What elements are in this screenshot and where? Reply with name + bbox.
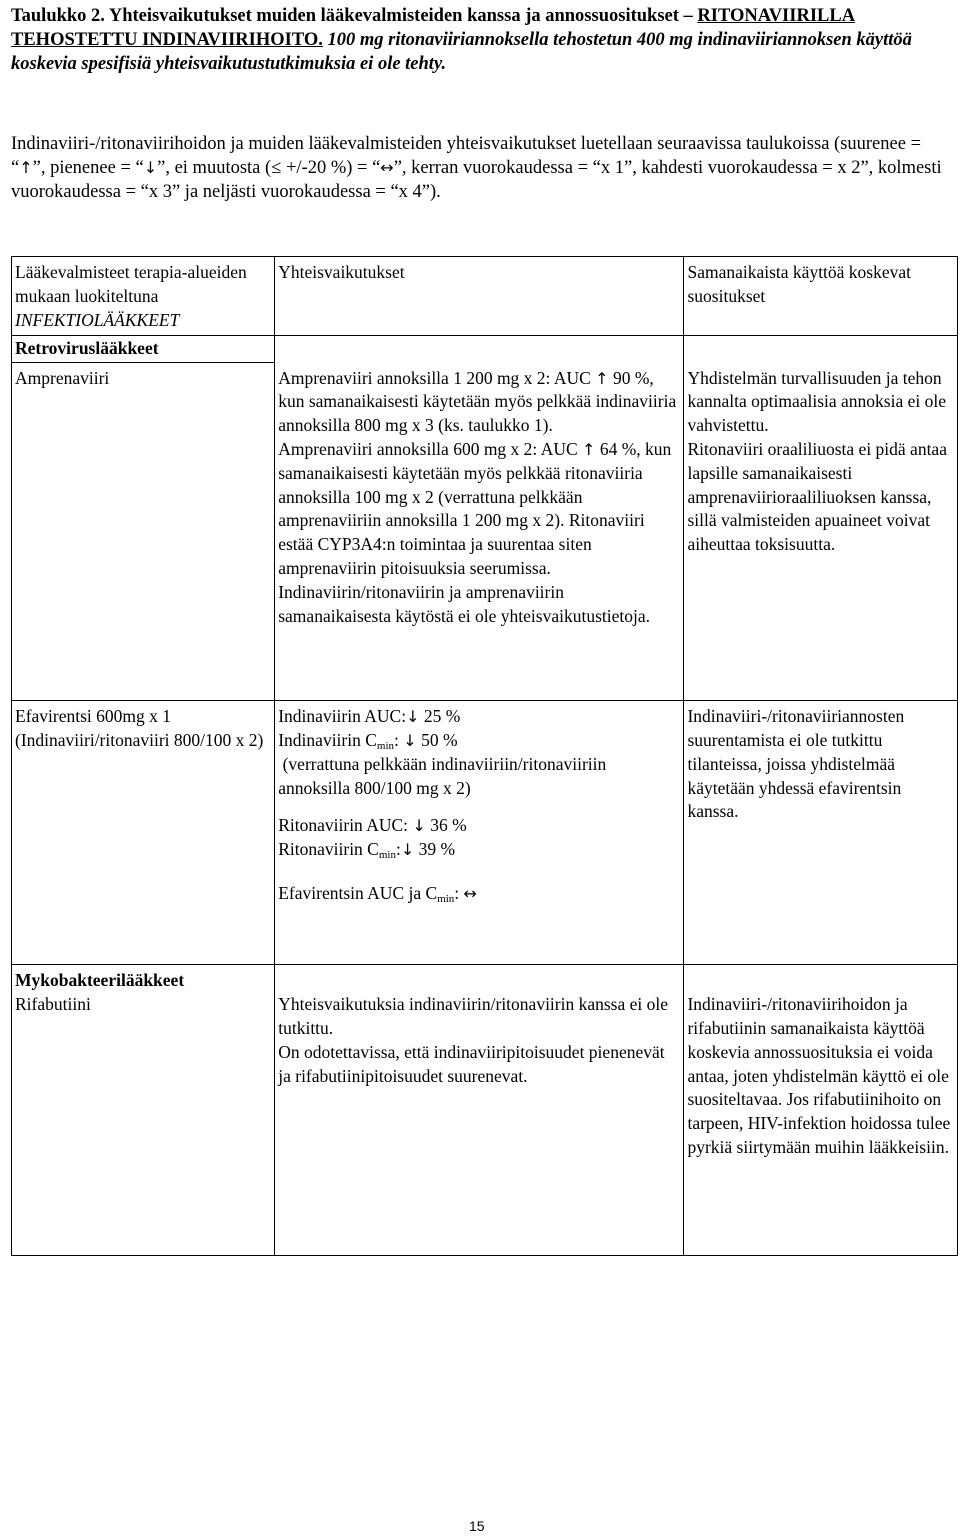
efa-auc	[278, 705, 680, 729]
arrow-both-icon: ↔	[380, 158, 394, 177]
rit-auc	[278, 814, 680, 838]
amp-rec-2: Ritonaviiri oraaliliuosta ei pidä antaa lapsille samanaikaisesti amprenaviirioraaliliuoksen kanssa, sillä valmisteiden apuaineet voivat aiheuttaa toksisuutta.	[687, 439, 947, 555]
amprenaviiri-interaction-1	[278, 367, 680, 438]
rit-cmin	[278, 838, 680, 862]
amp-i1a: Amprenaviiri annoksilla 1 200 mg x 2: AUC	[278, 367, 596, 388]
recommendation-rifabutiini: Indinaviiri-/ritonaviirihoidon ja rifabutiinin samanaikaista käyttöä koskevia annossuosituksia ei voida antaa, joten yhdistelmän käyttö ei ole suositeltavaa. Jos rifabutiinihoito on tarpeen, HIV-infektion hoidossa tulee pyrkiä siirtymään muihin lääkkeisiin.	[684, 965, 958, 1256]
efa-auc-cmin	[278, 882, 680, 906]
efa-cmin-colon: :	[394, 729, 404, 750]
arrow-down-icon: ↓	[412, 816, 426, 836]
efa-cmin-val: 50 %	[416, 729, 458, 750]
intro-text-3: ”, ei muutosta (≤ +/-20 %) = “	[157, 158, 381, 178]
intro-text-2: ”, pienenee = “	[32, 158, 144, 178]
caption-title: Taulukko 2. Yhteisvaikutukset muiden lääkevalmisteiden kanssa ja annossuositukset –	[11, 6, 698, 26]
spacer	[278, 800, 680, 814]
section-retro-empty-2	[275, 336, 684, 363]
efa-compare: (verrattuna pelkkään indinaviiriin/ritonaviiriin annoksilla 800/100 mg x 2)	[278, 753, 611, 798]
efa-label: Efavirentsin AUC ja C	[278, 882, 438, 903]
efa-auc-label: Indinaviirin AUC:	[278, 706, 407, 727]
rit-cmin-sub: min	[378, 849, 396, 862]
section-infektio: INFEKTIOLÄÄKKEET	[15, 309, 180, 330]
caption-note: 100 mg ritonaviiriannoksella tehostetun 400 mg indinaviiriannoksen käyttöä koskevia spesifisiä yhteisvaikutustutkimuksia ei ole tehty.	[11, 30, 912, 74]
arrow-up-icon: ↑	[19, 158, 33, 177]
table-row	[12, 965, 958, 1256]
interaction-amprenaviiri	[275, 363, 684, 701]
drug-efavirentsi: Efavirentsi 600mg x 1 (Indinaviiri/ritonaviiri 800/100 x 2)	[12, 701, 275, 965]
efa-cmin-label: Indinaviirin C	[278, 729, 377, 750]
section-myko: Mykobakteerilääkkeet	[15, 970, 185, 991]
table-row	[12, 701, 958, 965]
section-retro-empty-3	[684, 336, 958, 363]
drug-rifabutiini	[12, 965, 275, 1256]
table-row	[12, 363, 958, 701]
recommendation-efavirentsi: Indinaviiri-/ritonaviiriannosten suurentamista ei ole tutkittu tilanteissa, joissa yhdistelmää käytetään yhdessä efavirentsin kanssa.	[684, 701, 958, 965]
spacer	[278, 862, 680, 882]
interaction-table	[11, 256, 958, 1256]
amprenaviiri-interaction-2	[278, 438, 680, 581]
amp-rec-1: Yhdistelmän turvallisuuden ja tehon kannalta optimaalisia annoksia ei ole vahvistettu.	[687, 367, 946, 436]
arrow-up-icon: ↑	[582, 440, 596, 460]
rifa-interaction-2: On odotettavissa, että indinaviiripitoisuudet pienenevät ja rifabutiinipitoisuudet suurenevat.	[278, 1041, 665, 1086]
drug-rifabutiini-label: Rifabutiini	[15, 993, 91, 1014]
efa-cmin	[278, 729, 680, 753]
rit-auc-val: 36 %	[425, 815, 467, 836]
header-col1	[12, 257, 275, 336]
rit-cmin-val: 39 %	[414, 839, 456, 860]
table-caption	[11, 4, 951, 76]
amp-i2a: Amprenaviiri annoksilla 600 mg x 2: AUC	[278, 439, 583, 460]
rifa-interaction-1: Yhteisvaikutuksia indinaviirin/ritonaviirin kanssa ei ole tutkittu.	[278, 994, 669, 1038]
efa-sub: min	[437, 892, 455, 905]
header-col2: Yhteisvaikutukset	[275, 257, 684, 336]
drug-amprenaviiri: Amprenaviiri	[12, 363, 275, 701]
recommendation-amprenaviiri	[684, 363, 958, 701]
rit-cmin-colon: :	[395, 839, 401, 860]
intro-text-4: ”, kerran vuorokaudessa = “x 1”, kahdesti vuorokaudessa = x 2”, kolmesti vuorokaudessa = “x 3” ja neljästi vuorokaudessa = “x 4”).	[11, 158, 942, 202]
efa-auc-val: 25 %	[419, 706, 461, 727]
rit-auc-label: Ritonaviirin AUC:	[278, 815, 413, 836]
arrow-up-icon: ↑	[595, 368, 609, 388]
table-header-row	[12, 257, 958, 336]
arrow-down-icon: ↓	[400, 840, 415, 860]
arrow-down-icon: ↓	[143, 158, 158, 177]
page-number: 15	[469, 1518, 485, 1534]
caption-subtitle: RITONAVIIRILLA TEHOSTETTU INDINAVIIRIHOITO.	[11, 6, 856, 50]
efa-cmin-sub: min	[376, 739, 395, 752]
intro-paragraph	[11, 132, 951, 204]
section-row-retro	[12, 336, 958, 363]
intro-text-1: Indinaviiri-/ritonaviirihoidon ja muiden lääkevalmisteiden yhteisvaikutukset luetellaan seuraavissa taulukoissa (suurenee = “	[11, 134, 921, 178]
interaction-efavirentsi	[275, 701, 684, 965]
interaction-rifabutiini	[275, 965, 684, 1256]
arrow-both-icon: ↔	[463, 883, 477, 903]
rit-cmin-label: Ritonaviirin C	[278, 839, 379, 860]
amp-i2b: 64 %, kun samanaikaisesti käytetään myös pelkkää ritonaviiria annoksilla 100 mg x 2 (verrattuna pelkkään amprenaviiriin annoksilla 1 200 mg x 2). Ritonaviiri estää CYP3A4:n toimintaa ja suurentaa siten amprenaviirin pitoisuuksia seerumissa.	[278, 439, 672, 579]
efa-colon: :	[454, 882, 464, 903]
section-retro: Retroviruslääkkeet	[12, 336, 275, 363]
arrow-down-icon: ↓	[403, 730, 417, 750]
arrow-down-icon: ↓	[406, 707, 420, 727]
header-col1-text: Lääkevalmisteet terapia-alueiden mukaan luokiteltuna	[15, 262, 247, 306]
amp-i1b: 90 %, kun samanaikaisesti käytetään myös pelkkää indinaviiria annoksilla 800 mg x 3 (ks. taulukko 1).	[278, 367, 677, 436]
amprenaviiri-interaction-3: Indinaviirin/ritonaviirin ja amprenaviirin samanaikaisesta käytöstä ei ole yhteisvaikutustietoja.	[278, 581, 651, 626]
header-col3: Samanaikaista käyttöä koskevat suositukset	[684, 257, 958, 336]
